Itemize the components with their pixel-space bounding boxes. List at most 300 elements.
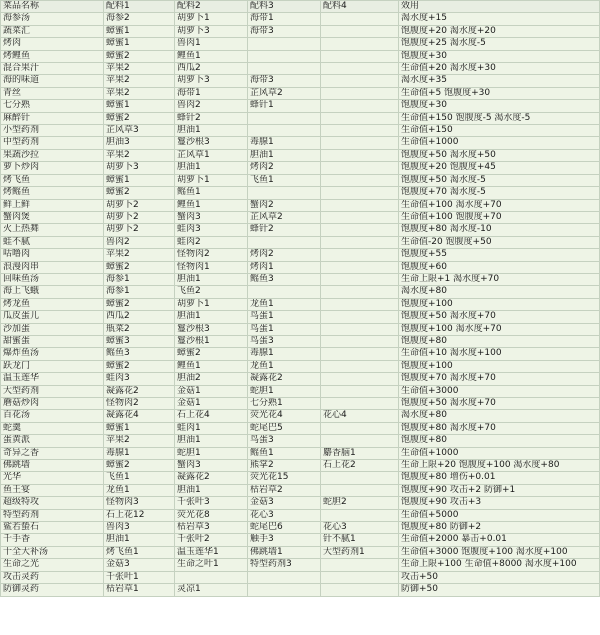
table-row (1, 571, 600, 583)
cell-effect: 饱腹度+55 (399, 249, 600, 261)
table-row (1, 125, 600, 137)
cell-dish-name: 烤鲤鱼 (1, 50, 104, 62)
cell-ingredient-1: 苹果2 (104, 87, 175, 99)
cell-ingredient-4 (321, 422, 399, 434)
cell-ingredient-1: 千张叶1 (104, 571, 175, 583)
cell-ingredient-3: 烤肉1 (248, 261, 321, 273)
cell-ingredient-2: 胆油2 (175, 373, 248, 385)
cell-effect: 饱腹度+80 防御+2 (399, 522, 600, 534)
cell-effect: 生命值+100 饱腹度+70 (399, 211, 600, 223)
cell-effect: 生命值+3000 饱腹度+100 渴水度+100 (399, 546, 600, 558)
cell-ingredient-3: 毒腺1 (248, 348, 321, 360)
cell-ingredient-2: 鲤鱼1 (175, 199, 248, 211)
cell-ingredient-4 (321, 472, 399, 484)
cell-effect: 生命值+20 渴水度+30 (399, 63, 600, 75)
cell-dish-name: 烤肉 (1, 38, 104, 50)
cell-effect: 饱腹度+20 渴水度+20 (399, 25, 600, 37)
cell-effect: 饱腹度+60 (399, 261, 600, 273)
cell-dish-name: 蟹肉煲 (1, 211, 104, 223)
table-row (1, 509, 600, 521)
cell-effect: 攻击+50 (399, 571, 600, 583)
cell-ingredient-3: 佛跳墙1 (248, 546, 321, 558)
cell-ingredient-1: 蟑蜜2 (104, 187, 175, 199)
cell-dish-name: 沙加蛋 (1, 323, 104, 335)
cell-ingredient-3: 蛇尾巴5 (248, 422, 321, 434)
cell-ingredient-1: 龙鱼1 (104, 484, 175, 496)
cell-effect: 生命值+100 渴水度+70 (399, 199, 600, 211)
cell-effect: 饱腹度+50 渴水度+70 (399, 398, 600, 410)
cell-ingredient-4 (321, 137, 399, 149)
cell-ingredient-3: 蛇胆1 (248, 385, 321, 397)
cell-ingredient-3: 熊掌2 (248, 460, 321, 472)
cell-ingredient-4 (321, 87, 399, 99)
cell-ingredient-1: 蟑蜜2 (104, 112, 175, 124)
cell-dish-name: 咕噜肉 (1, 249, 104, 261)
cell-effect: 饱腹度+80 (399, 335, 600, 347)
cell-ingredient-4 (321, 286, 399, 298)
table-row (1, 174, 600, 186)
cell-ingredient-4 (321, 559, 399, 571)
table-row (1, 447, 600, 459)
cell-effect: 生命上限+1 渴水度+70 (399, 273, 600, 285)
cell-effect: 饱腹度+70 渴水度+70 (399, 373, 600, 385)
table-row (1, 13, 600, 25)
table-row (1, 360, 600, 372)
cell-dish-name: 鲨若蛰石 (1, 522, 104, 534)
cell-ingredient-4 (321, 571, 399, 583)
cell-ingredient-1: 蟑蜜2 (104, 460, 175, 472)
cell-ingredient-2: 胆油1 (175, 435, 248, 447)
cell-effect: 饱腹度+90 攻击+3 (399, 497, 600, 509)
cell-ingredient-4 (321, 311, 399, 323)
cell-effect: 生命值+5000 (399, 509, 600, 521)
table-row (1, 249, 600, 261)
cell-effect: 渴水度+15 (399, 13, 600, 25)
cell-ingredient-3: 鸟蛋1 (248, 323, 321, 335)
table-row (1, 87, 600, 99)
cell-ingredient-1: 毒腺1 (104, 447, 175, 459)
cell-ingredient-2: 蛇胆1 (175, 447, 248, 459)
cell-ingredient-1: 蟑蜜3 (104, 335, 175, 347)
cell-ingredient-3: 烤肉2 (248, 162, 321, 174)
cell-ingredient-4: 麝香脑1 (321, 447, 399, 459)
header-ingredient-2: 配料2 (175, 1, 248, 13)
cell-ingredient-3: 烤肉2 (248, 249, 321, 261)
cell-ingredient-1: 胡萝卜2 (104, 224, 175, 236)
table-row (1, 224, 600, 236)
cell-effect: 生命值+1000 (399, 447, 600, 459)
cell-ingredient-1: 胆油1 (104, 534, 175, 546)
table-row (1, 373, 600, 385)
cell-ingredient-1: 凝露花2 (104, 385, 175, 397)
cell-dish-name: 瓜皮蛋儿 (1, 311, 104, 323)
cell-ingredient-2: 生命之叶1 (175, 559, 248, 571)
cell-ingredient-1: 蟑蜜1 (104, 422, 175, 434)
cell-ingredient-4 (321, 385, 399, 397)
cell-ingredient-3: 海带3 (248, 75, 321, 87)
cell-dish-name: 火上热舞 (1, 224, 104, 236)
cell-ingredient-4 (321, 38, 399, 50)
cell-effect: 饱腹度+50 渴水度-5 (399, 174, 600, 186)
cell-effect: 饱腹度+30 (399, 100, 600, 112)
cell-ingredient-3 (248, 236, 321, 248)
cell-ingredient-2: 枯岩草3 (175, 522, 248, 534)
cell-effect: 生命上限+20 饱腹度+100 渴水度+80 (399, 460, 600, 472)
table-row (1, 323, 600, 335)
cell-ingredient-1: 飞鱼1 (104, 472, 175, 484)
cell-ingredient-2: 千张叶3 (175, 497, 248, 509)
table-row (1, 385, 600, 397)
cell-ingredient-3: 胆油1 (248, 149, 321, 161)
table-row (1, 460, 600, 472)
cell-ingredient-3 (248, 38, 321, 50)
cell-dish-name: 鲜上鲜 (1, 199, 104, 211)
cell-ingredient-1: 枯岩草1 (104, 584, 175, 596)
cell-ingredient-2: 温玉莲华1 (175, 546, 248, 558)
table-row (1, 335, 600, 347)
table-row (1, 112, 600, 124)
cell-ingredient-4 (321, 261, 399, 273)
cell-effect: 饱腹度+80 (399, 435, 600, 447)
cell-ingredient-2: 鬘沙根1 (175, 335, 248, 347)
cell-ingredient-3 (248, 112, 321, 124)
cell-ingredient-3: 龙鱼1 (248, 298, 321, 310)
cell-dish-name: 海的味道 (1, 75, 104, 87)
cell-ingredient-2: 蜂针2 (175, 112, 248, 124)
cell-ingredient-1: 苹果2 (104, 149, 175, 161)
cell-ingredient-2: 鲤鱼1 (175, 360, 248, 372)
cell-effect: 渴水度+80 (399, 286, 600, 298)
cell-ingredient-1: 苹果2 (104, 435, 175, 447)
cell-effect: 生命值-20 饱腹度+50 (399, 236, 600, 248)
header-ingredient-1: 配料1 (104, 1, 175, 13)
table-row (1, 422, 600, 434)
cell-ingredient-2: 胡萝卜1 (175, 174, 248, 186)
cell-ingredient-2: 蟹肉3 (175, 460, 248, 472)
cell-ingredient-2: 兽肉2 (175, 100, 248, 112)
cell-effect: 饱腹度+100 (399, 360, 600, 372)
cell-dish-name: 十全大补汤 (1, 546, 104, 558)
cell-effect: 生命值+3000 (399, 385, 600, 397)
cell-dish-name: 蘑菇炒肉 (1, 398, 104, 410)
cell-ingredient-1: 海参2 (104, 13, 175, 25)
table-row (1, 25, 600, 37)
cell-effect: 生命值+10 渴水度+100 (399, 348, 600, 360)
cell-ingredient-3: 金菇3 (248, 497, 321, 509)
cell-ingredient-1: 海参1 (104, 273, 175, 285)
table-row (1, 273, 600, 285)
cell-dish-name: 七分熟 (1, 100, 104, 112)
cell-ingredient-4 (321, 584, 399, 596)
cell-ingredient-4 (321, 63, 399, 75)
cell-dish-name: 蛋黄派 (1, 435, 104, 447)
cell-ingredient-4 (321, 187, 399, 199)
cell-ingredient-4 (321, 125, 399, 137)
cell-ingredient-4 (321, 112, 399, 124)
cell-ingredient-1: 兽肉3 (104, 522, 175, 534)
table-row (1, 472, 600, 484)
cell-ingredient-2: 凝露花2 (175, 472, 248, 484)
cell-effect: 防御+50 (399, 584, 600, 596)
cell-ingredient-1: 蟑蜜1 (104, 38, 175, 50)
cell-effect: 生命上限+100 生命值+8000 渴水度+100 (399, 559, 600, 571)
cell-dish-name: 佛跳墙 (1, 460, 104, 472)
cell-ingredient-3: 芷风草2 (248, 211, 321, 223)
table-row (1, 137, 600, 149)
cell-ingredient-3: 海带1 (248, 13, 321, 25)
cell-effect: 生命值+5 饱腹度+30 (399, 87, 600, 99)
cell-ingredient-3 (248, 63, 321, 75)
cell-ingredient-2 (175, 571, 248, 583)
cell-ingredient-4 (321, 273, 399, 285)
cell-ingredient-3: 荧光花4 (248, 410, 321, 422)
cell-ingredient-3: 鳐鱼3 (248, 273, 321, 285)
cell-ingredient-1: 蟑蜜2 (104, 50, 175, 62)
cell-ingredient-3: 鸟蛋3 (248, 435, 321, 447)
cell-effect: 饱腹度+50 渴水度+70 (399, 311, 600, 323)
cell-ingredient-1: 苹果2 (104, 75, 175, 87)
cell-ingredient-3: 芷风草2 (248, 87, 321, 99)
table-row (1, 546, 600, 558)
cell-ingredient-2: 灵凉1 (175, 584, 248, 596)
cell-ingredient-4 (321, 398, 399, 410)
cell-ingredient-3: 七分熟1 (248, 398, 321, 410)
recipe-table-body (1, 1, 600, 597)
table-row (1, 522, 600, 534)
cell-ingredient-1: 胡萝卜2 (104, 211, 175, 223)
cell-ingredient-3 (248, 584, 321, 596)
cell-ingredient-4 (321, 75, 399, 87)
cell-effect: 饱腹度+80 增伤+0.01 (399, 472, 600, 484)
cell-ingredient-2: 蟑蜜2 (175, 348, 248, 360)
cell-dish-name: 蛙不腻 (1, 236, 104, 248)
cell-dish-name: 甜蜜蛋 (1, 335, 104, 347)
cell-ingredient-3: 花心3 (248, 509, 321, 521)
cell-dish-name: 攻击灵药 (1, 571, 104, 583)
cell-ingredient-4 (321, 211, 399, 223)
cell-ingredient-3: 龙鱼1 (248, 360, 321, 372)
cell-ingredient-2: 蛙肉3 (175, 224, 248, 236)
cell-ingredient-2: 荧光花8 (175, 509, 248, 521)
cell-ingredient-4 (321, 435, 399, 447)
cell-ingredient-2: 石上花4 (175, 410, 248, 422)
cell-ingredient-2: 鬘沙根3 (175, 323, 248, 335)
cell-dish-name: 特型药剂 (1, 509, 104, 521)
cell-effect: 饱腹度+50 渴水度+50 (399, 149, 600, 161)
cell-effect: 饱腹度+70 渴水度-5 (399, 187, 600, 199)
table-row (1, 63, 600, 75)
cell-ingredient-4 (321, 348, 399, 360)
cell-ingredient-3: 鳐鱼1 (248, 447, 321, 459)
cell-ingredient-1: 蛙肉3 (104, 373, 175, 385)
cell-dish-name: 鱼王宴 (1, 484, 104, 496)
cell-ingredient-1: 蟑蜜2 (104, 261, 175, 273)
cell-ingredient-4 (321, 373, 399, 385)
cell-dish-name: 温玉莲华 (1, 373, 104, 385)
cell-ingredient-2: 蛙肉2 (175, 236, 248, 248)
cell-ingredient-4 (321, 25, 399, 37)
cell-ingredient-1: 鳐鱼3 (104, 348, 175, 360)
table-row (1, 311, 600, 323)
cell-ingredient-1: 石上花12 (104, 509, 175, 521)
table-row (1, 584, 600, 596)
header-dish-name: 菜品名称 (1, 1, 104, 13)
cell-ingredient-2: 鬘沙根3 (175, 137, 248, 149)
cell-ingredient-3 (248, 286, 321, 298)
table-row (1, 187, 600, 199)
cell-dish-name: 防御灵药 (1, 584, 104, 596)
cell-ingredient-2: 胡萝卜1 (175, 13, 248, 25)
cell-ingredient-3: 蟹肉2 (248, 199, 321, 211)
cell-ingredient-1: 蟑蜜2 (104, 360, 175, 372)
cell-ingredient-1: 海参1 (104, 286, 175, 298)
cell-ingredient-3: 蜂针1 (248, 100, 321, 112)
cell-dish-name: 百花汤 (1, 410, 104, 422)
table-row (1, 162, 600, 174)
cell-ingredient-1: 胡萝卜2 (104, 199, 175, 211)
cell-dish-name: 大型药剂 (1, 385, 104, 397)
cell-dish-name: 蛇羹 (1, 422, 104, 434)
cell-ingredient-4: 针不腻1 (321, 534, 399, 546)
table-row (1, 348, 600, 360)
table-row (1, 497, 600, 509)
cell-ingredient-2: 飞鱼2 (175, 286, 248, 298)
cell-dish-name: 萝卜炒肉 (1, 162, 104, 174)
table-row (1, 410, 600, 422)
cell-ingredient-2: 海带1 (175, 87, 248, 99)
cell-dish-name: 千手香 (1, 534, 104, 546)
cell-ingredient-4 (321, 335, 399, 347)
cell-effect: 饱腹度+30 (399, 50, 600, 62)
cell-ingredient-1: 兽肉2 (104, 236, 175, 248)
cell-ingredient-3: 鸟蛋1 (248, 311, 321, 323)
cell-ingredient-1: 蟑蜜1 (104, 100, 175, 112)
cell-ingredient-4 (321, 249, 399, 261)
cell-effect: 生命值+1000 (399, 137, 600, 149)
cell-effect: 饱腹度+80 渴水度-10 (399, 224, 600, 236)
table-row (1, 298, 600, 310)
table-row (1, 236, 600, 248)
cell-ingredient-4: 花心4 (321, 410, 399, 422)
cell-ingredient-2: 西瓜2 (175, 63, 248, 75)
cell-ingredient-1: 蟑蜜1 (104, 25, 175, 37)
cell-effect: 生命值+150 (399, 125, 600, 137)
cell-ingredient-3: 荧光花15 (248, 472, 321, 484)
cell-dish-name: 麻醉针 (1, 112, 104, 124)
cell-ingredient-4 (321, 236, 399, 248)
cell-effect: 饱腹度+100 (399, 298, 600, 310)
cell-dish-name: 烤飞鱼 (1, 174, 104, 186)
table-row (1, 50, 600, 62)
cell-ingredient-4 (321, 484, 399, 496)
cell-effect: 生命值+2000 暴击+0.01 (399, 534, 600, 546)
cell-dish-name: 蔬菜汇 (1, 25, 104, 37)
cell-effect: 饱腹度+90 攻击+2 防御+1 (399, 484, 600, 496)
cell-ingredient-2: 胆油1 (175, 311, 248, 323)
cell-dish-name: 中型药剂 (1, 137, 104, 149)
cell-dish-name: 小型药剂 (1, 125, 104, 137)
cell-ingredient-2: 胡萝卜1 (175, 298, 248, 310)
cell-ingredient-4: 石上花2 (321, 460, 399, 472)
cell-ingredient-4 (321, 149, 399, 161)
cell-effect: 饱腹度+25 渴水度-5 (399, 38, 600, 50)
table-row (1, 484, 600, 496)
cell-dish-name: 海上飞蛾 (1, 286, 104, 298)
cell-ingredient-2: 胆油1 (175, 162, 248, 174)
table-row (1, 261, 600, 273)
header-row (1, 1, 600, 13)
cell-dish-name: 生命之光 (1, 559, 104, 571)
cell-ingredient-2: 蛙肉1 (175, 422, 248, 434)
cell-ingredient-2: 胆油1 (175, 125, 248, 137)
cell-dish-name: 烤龙鱼 (1, 298, 104, 310)
cell-ingredient-4: 大型药剂1 (321, 546, 399, 558)
cell-dish-name: 海参汤 (1, 13, 104, 25)
cell-ingredient-2: 胡萝卜3 (175, 75, 248, 87)
cell-ingredient-2: 芷风草1 (175, 149, 248, 161)
cell-ingredient-3: 鸟蛋3 (248, 335, 321, 347)
cell-dish-name: 奇异之香 (1, 447, 104, 459)
cell-ingredient-1: 胡萝卜3 (104, 162, 175, 174)
cell-ingredient-2: 鲤鱼1 (175, 50, 248, 62)
cell-ingredient-4 (321, 298, 399, 310)
cell-dish-name: 混合果汁 (1, 63, 104, 75)
table-row (1, 559, 600, 571)
cell-ingredient-4: 花心3 (321, 522, 399, 534)
cell-ingredient-2: 胡萝卜3 (175, 25, 248, 37)
cell-ingredient-4 (321, 360, 399, 372)
cell-ingredient-4 (321, 224, 399, 236)
cell-ingredient-3: 枯岩草2 (248, 484, 321, 496)
cell-ingredient-1: 西瓜2 (104, 311, 175, 323)
cell-ingredient-3: 飞鱼1 (248, 174, 321, 186)
cell-ingredient-2: 千张叶2 (175, 534, 248, 546)
cell-ingredient-3: 蛇尾巴6 (248, 522, 321, 534)
cell-ingredient-4: 蛇胆2 (321, 497, 399, 509)
cell-ingredient-2: 怪物肉1 (175, 261, 248, 273)
cell-ingredient-1: 金菇3 (104, 559, 175, 571)
cell-ingredient-1: 怪物肉2 (104, 398, 175, 410)
cell-dish-name: 青丝 (1, 87, 104, 99)
cell-ingredient-2: 怪物肉2 (175, 249, 248, 261)
cell-ingredient-3: 特型药剂3 (248, 559, 321, 571)
cell-ingredient-1: 蟑蜜1 (104, 174, 175, 186)
cell-effect: 饱腹度+80 渴水度+70 (399, 422, 600, 434)
cell-ingredient-2: 胆油1 (175, 484, 248, 496)
cell-dish-name: 跃龙门 (1, 360, 104, 372)
cell-ingredient-3 (248, 571, 321, 583)
cell-ingredient-1: 怪物肉3 (104, 497, 175, 509)
cell-ingredient-1: 苹果2 (104, 63, 175, 75)
cell-ingredient-1: 芷风草3 (104, 125, 175, 137)
cell-ingredient-3: 触手3 (248, 534, 321, 546)
cell-ingredient-1: 胆油3 (104, 137, 175, 149)
header-effect: 效用 (399, 1, 600, 13)
cell-effect: 饱腹度+100 渴水度+70 (399, 323, 600, 335)
cell-ingredient-1: 烤飞鱼1 (104, 546, 175, 558)
table-row (1, 435, 600, 447)
cell-ingredient-2: 胆油1 (175, 273, 248, 285)
table-row (1, 398, 600, 410)
cell-ingredient-2: 兽肉1 (175, 38, 248, 50)
cell-ingredient-1: 蟑蜜2 (104, 298, 175, 310)
table-row (1, 149, 600, 161)
cell-ingredient-4 (321, 199, 399, 211)
cell-ingredient-4 (321, 509, 399, 521)
cell-ingredient-3 (248, 125, 321, 137)
cell-ingredient-1: 瓶菜2 (104, 323, 175, 335)
cell-effect: 生命值+150 饱腹度-5 渴水度-5 (399, 112, 600, 124)
